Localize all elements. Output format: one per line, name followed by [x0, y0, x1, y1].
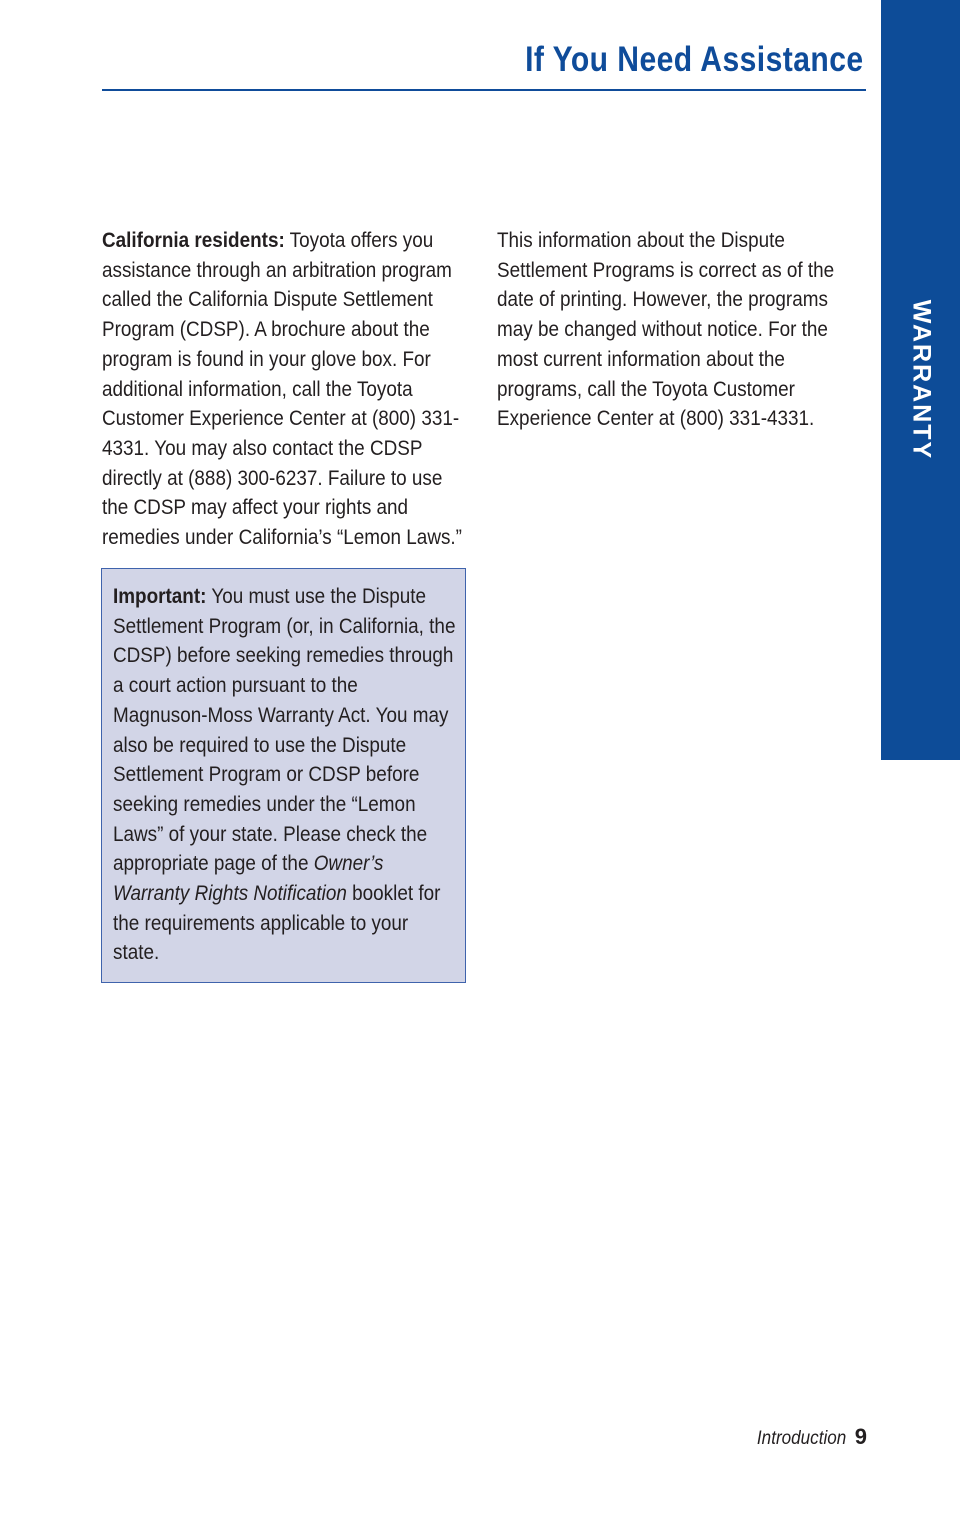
important-notice-lead: Important:	[113, 585, 207, 608]
important-notice-paragraph	[113, 582, 456, 968]
title-divider	[102, 89, 866, 91]
page-title: If You Need Assistance	[525, 40, 864, 79]
important-notice-body: You must use the Dispute Settlement Program (or, in California, the CDSP) before seeking remedies through a court action pursuant to the Magnuson-Moss Warranty Act. You may also be required to use the Dispute Settlement Program or CDSP before seeking remedies under the “Lemon Laws” of your state. Please check the appropriate page of the	[113, 585, 456, 876]
warranty-booklet-title: Owner’s Warranty Rights Notification	[113, 852, 384, 906]
section-side-tab-label: WARRANTY	[907, 299, 935, 461]
important-notice-body-end: booklet for the requirements applicable to your state.	[113, 882, 441, 965]
california-residents-lead: California residents:	[102, 229, 285, 252]
program-information-paragraph: This information about the Dispute Settlement Programs is correct as of the date of printing. However, the programs may be changed without notice. For the most current information about the programs, call the Toyota Customer Experience Center at (800) 331-4331.	[497, 229, 835, 431]
section-side-tab	[881, 0, 960, 760]
california-residents-paragraph	[102, 226, 464, 553]
footer-section-name: Introduction	[756, 1428, 847, 1449]
california-residents-body: Toyota offers you assistance through an arbitration program called the California Dispute Settlement Program (CDSP). A brochure about the program is found in your glove box. For additional information, call the Toyota Customer Experience Center at (800) 331-4331. You may also contact the CDSP directly at (888) 300-6237. Failure to use the CDSP may affect your rights and remedies under California’s “Lemon Laws.”	[102, 229, 462, 550]
important-notice-box	[101, 568, 466, 983]
page-footer	[747, 1424, 867, 1450]
page-number: 9	[854, 1424, 867, 1449]
